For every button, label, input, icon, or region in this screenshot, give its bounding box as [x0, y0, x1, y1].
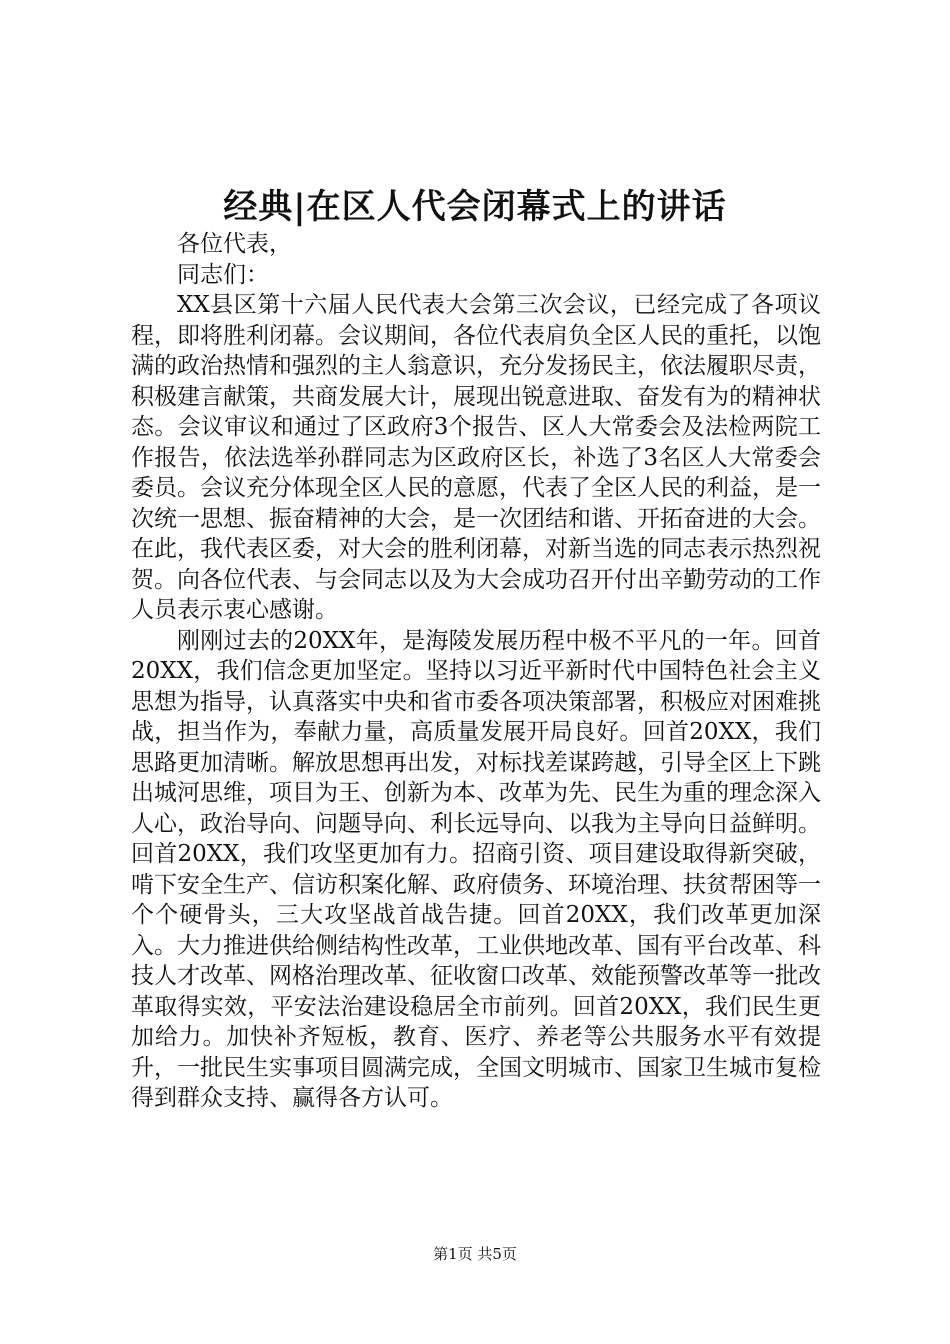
- salutation-line: 各位代表，: [177, 231, 292, 257]
- body-paragraph: XX县区第十六届人民代表大会第三次会议，已经完成了各项议程，即将胜利闭幕。会议期间，各位代表肩负全区人民的重托，以饱满的政治热情和强烈的主人翁意识，充分发扬民主，依法履职尽责，积极建言献策，共商发展大计，展现出锐意进取、奋发有为的精神状态。会议审议和通过了区政府3个报告、区人大常委会及法检两院工作报告，依法选举孙群同志为区政府区长，补选了3名区人大常委会委员。会议充分体现全区人民的意愿，代表了全区人民的利益，是一次统一思想、振奋精神的大会，是一次团结和谐、开拓奋进的大会。在此，我代表区委，对大会的胜利闭幕，对新当选的同志表示热烈祝贺。向各位代表、与会同志以及为大会成功召开付出辛勤劳动的工作人员表示衷心感谢。: [131, 292, 821, 623]
- body-paragraph: 刚刚过去的20XX年，是海陵发展历程中极不平凡的一年。回首20XX，我们信念更加坚定。坚持以习近平新时代中国特色社会主义思想为指导，认真落实中央和省市委各项决策部署，积极应对困难挑战，担当作为，奉献力量，高质量发展开局良好。回首20XX，我们思路更加清晰。解放思想再出发，对标找差谋跨越，引导全区上下跳出城河思维，项目为王、创新为本、改革为先、民生为重的理念深入人心，政治导向、问题导向、利长远导向、以我为主导向日益鲜明。回首20XX，我们攻坚更加有力。招商引资、项目建设取得新突破，啃下安全生产、信访积案化解、政府债务、环境治理、扶贫帮困等一个个硬骨头，三大攻坚战首战告捷。回首20XX，我们改革更加深入。大力推进供给侧结构性改革，工业供地改革、国有平台改革、科技人才改革、网格治理改革、征收窗口改革、效能预警改革等一批改革取得实效，平安法治建设稳居全市前列。回首20XX，我们民生更加给力。加快补齐短板，教育、医疗、养老等公共服务水平有效提升，一批民生实事项目圆满完成，全国文明城市、国家卫生城市复检得到群众支持、赢得各方认可。: [131, 627, 821, 1111]
- page-number-footer: 第1页 共5页: [433, 1245, 517, 1263]
- salutation-line: 同志们：: [177, 261, 269, 288]
- document-title: 经典|在区人代会闭幕式上的讲话: [223, 187, 727, 227]
- document-body: [131, 229, 821, 1114]
